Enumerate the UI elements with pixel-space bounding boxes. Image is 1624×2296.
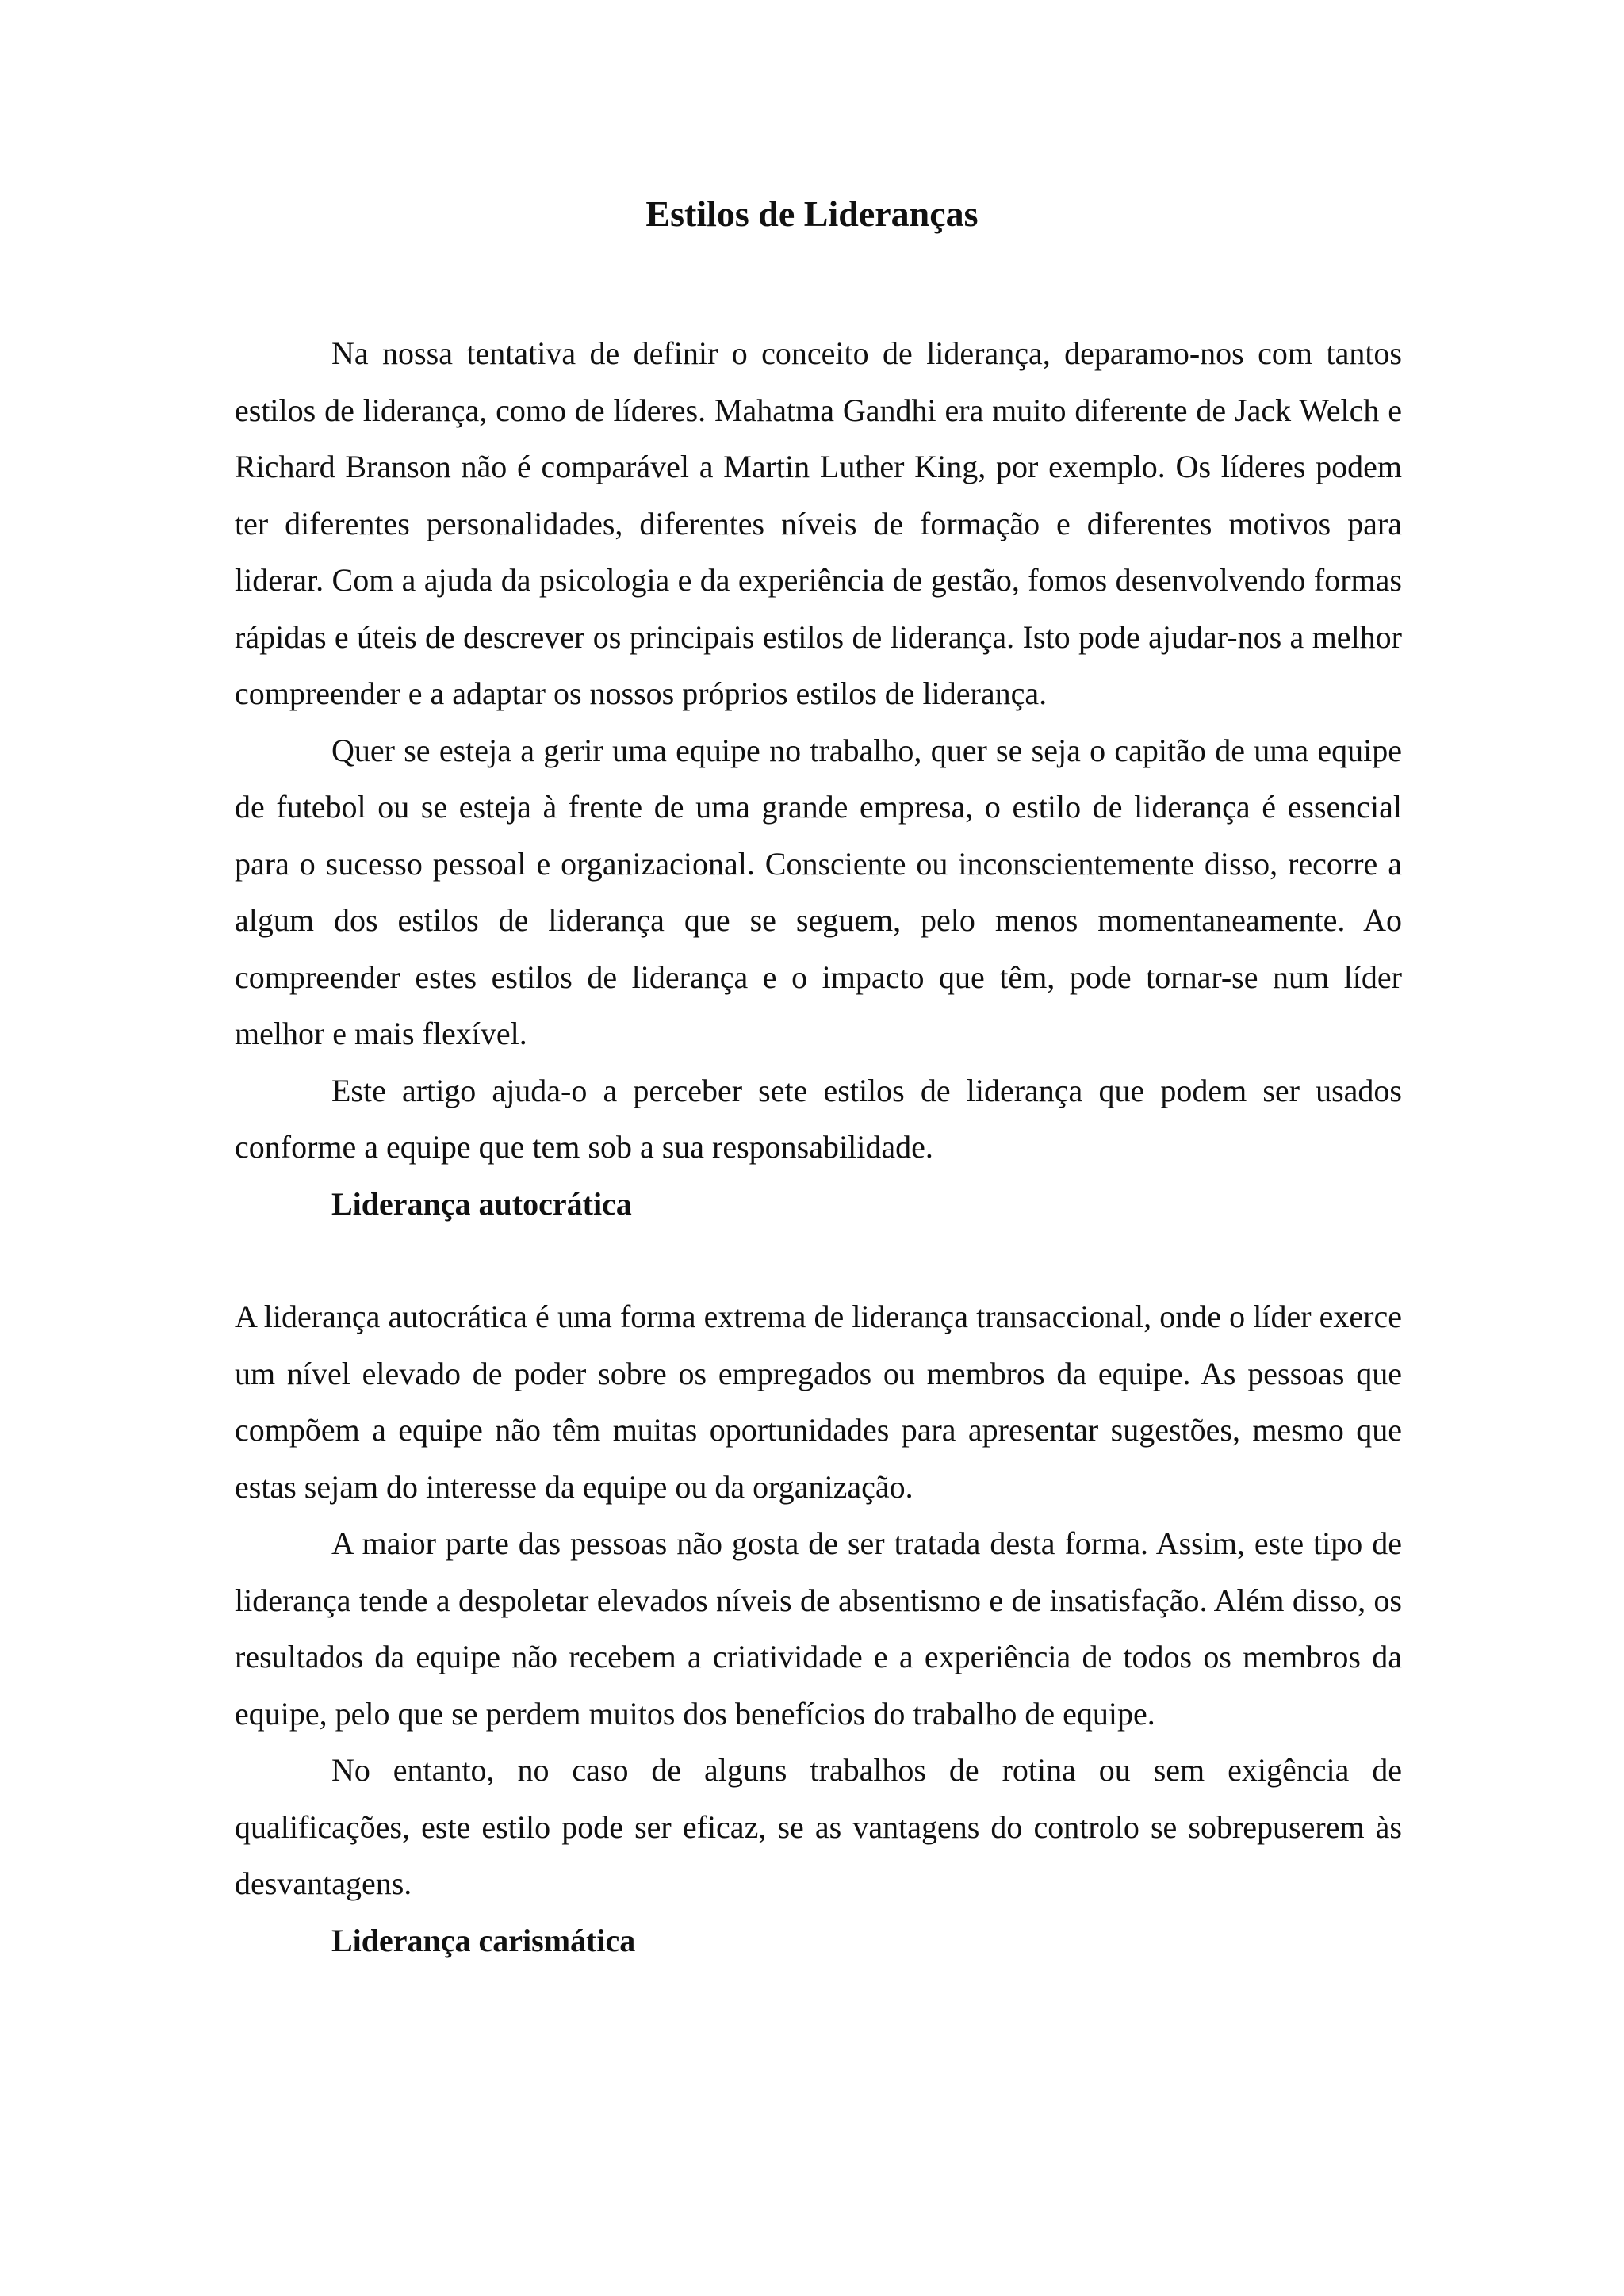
section-heading-charismatic: Liderança carismática — [331, 1922, 636, 1958]
intro-paragraph-1: Na nossa tentativa de definir o conceito de liderança, deparamo-nos com tantos estilos de liderança, como de líderes. Mahatma Gandhi era muito diferente de Jack Welch e Richard Branson não é comparável a Martin Luther King, por exemplo. Os líderes podem ter diferentes personalidades, diferentes níveis de formação e diferentes motivos para liderar. Com a ajuda da psicologia e da experiência de gestão, fomos desenvolvendo formas rápidas e úteis de descrever os principais estilos de liderança. Isto pode ajudar-nos a melhor compreender e a adaptar os nossos próprios estilos de liderança. — [235, 335, 1402, 711]
intro-paragraph-2: Quer se esteja a gerir uma equipe no trabalho, quer se seja o capitão de uma equipe de futebol ou se esteja à frente de uma grande empresa, o estilo de liderança é essencial para o sucesso pessoal e organizacional. Consciente ou inconscientemente disso, recorre a algum dos estilos de liderança que se seguem, pelo menos momentaneamente. Ao compreender estes estilos de liderança e o impacto que têm, pode tornar-se num líder melhor e mais flexível. — [235, 732, 1402, 1051]
autocratic-paragraph-2: A maior parte das pessoas não gosta de ser tratada desta forma. Assim, este tipo de liderança tende a despoletar elevados níveis de absentismo e de insatisfação. Além disso, os resultados da equipe não recebem a criatividade e a experiência de todos os membros da equipe, pelo que se perdem muitos dos benefícios do trabalho de equipe. — [235, 1525, 1402, 1732]
autocratic-paragraph-1: A liderança autocrática é uma forma extrema de liderança transaccional, onde o líder exerce um nível elevado de poder sobre os empregados ou membros da equipe. As pessoas que compõem a equipe não têm muitas oportunidades para apresentar sugestões, mesmo que estas sejam do interesse da equipe ou da organização. — [235, 1299, 1402, 1505]
autocratic-paragraph-3: No entanto, no caso de alguns trabalhos de rotina ou sem exigência de qualificações, este estilo pode ser eficaz, se as vantagens do controlo se sobrepuserem às desvantagens. — [235, 1752, 1402, 1901]
document-body — [235, 325, 1402, 1969]
section-heading-autocratic: Liderança autocrática — [331, 1185, 632, 1222]
intro-paragraph-3: Este artigo ajuda-o a perceber sete estilos de liderança que podem ser usados conforme a equipe que tem sob a sua responsabilidade. — [235, 1072, 1402, 1165]
document-title: Estilos de Lideranças — [645, 193, 979, 234]
